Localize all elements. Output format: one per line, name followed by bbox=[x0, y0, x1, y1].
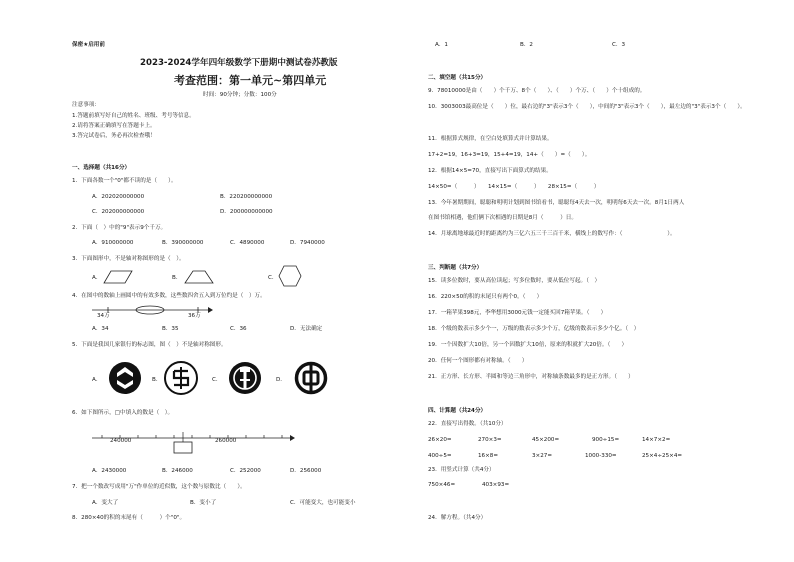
calc-item: 45×200= bbox=[532, 437, 560, 443]
bank-logo-icon bbox=[228, 361, 262, 395]
question-12-equation: 14×50=（ ） 14×15=（ ） 28×15=（ ） bbox=[428, 184, 600, 190]
notice-item: 3.答完试卷后，务必再次检查哦！ bbox=[72, 133, 156, 139]
option: C．3 bbox=[612, 42, 626, 48]
axis-label: 36万 bbox=[188, 313, 201, 319]
option: C．202000000000 bbox=[92, 209, 145, 215]
question-13-cont: 在图书馆相遇，他们俩下次相遇的日期是8月（ ）日。 bbox=[428, 215, 577, 221]
option: A．1 bbox=[435, 42, 448, 48]
calc-item: 403×93= bbox=[482, 482, 510, 488]
exam-title: 2023-2024学年四年级数学下册期中测试卷苏教版 bbox=[140, 58, 338, 68]
option: A．34 bbox=[92, 326, 109, 332]
calc-item: 750×46= bbox=[428, 482, 456, 488]
calc-item: 25×4÷25×4= bbox=[642, 453, 683, 459]
option: B． bbox=[152, 377, 162, 383]
option: B．390000000 bbox=[162, 240, 204, 246]
question-14: 14．月球离地球最近时的距离约为三亿六五三千三百千米，横线上的数写作：（ ）。 bbox=[428, 231, 676, 237]
question-24: 24．解方程。（共4分） bbox=[428, 515, 487, 521]
secret-label: 保密★启用前 bbox=[72, 42, 105, 48]
section-heading: 三、判断题（共7分） bbox=[428, 265, 483, 271]
option: B．35 bbox=[162, 326, 179, 332]
calc-item: 1000-330= bbox=[585, 453, 617, 459]
option: D．200000000000 bbox=[220, 209, 273, 215]
trapezoid-shape bbox=[184, 270, 214, 284]
option: D． bbox=[276, 377, 286, 383]
parallelogram-shape bbox=[103, 270, 133, 284]
option: C． bbox=[268, 275, 278, 281]
exam-scope: 考查范围：第一单元~第四单元 bbox=[174, 74, 327, 87]
calc-item: 900÷15= bbox=[592, 437, 620, 443]
question-10: 10．3003003最高位是（ ）位，最右边的"3"表示3个（ ），中间的"3"表示3个（ ），最左边的"3"表示3个（ ）。 bbox=[428, 104, 746, 110]
option: C．252000 bbox=[230, 468, 261, 474]
bank-logo-icon bbox=[108, 361, 142, 395]
question-8: 8．280×40的积的末尾有（ ）个"0"。 bbox=[72, 515, 186, 521]
axis-label: 34万 bbox=[97, 313, 110, 319]
option: C． bbox=[212, 377, 222, 383]
calc-item: 3×27= bbox=[532, 453, 553, 459]
question-11-equation: 17+2=19，16+3=19，15+4=19，14+（ ）=（ ）。 bbox=[428, 152, 591, 158]
option: A． bbox=[92, 377, 102, 383]
section-heading: 二、填空题（共15分） bbox=[428, 75, 487, 81]
axis-label: 260000 bbox=[215, 438, 237, 444]
calc-item: 26×20= bbox=[428, 437, 452, 443]
question-6: 6．如下图所示，□中填入的数是（ ）。 bbox=[72, 410, 174, 416]
notice-item: 1.答题前填写好自己的姓名、班级、考号等信息。 bbox=[72, 113, 195, 119]
calc-item: 400÷5= bbox=[428, 453, 452, 459]
option: D．无法确定 bbox=[290, 326, 323, 332]
question-12: 12．根据14×5=70，直接写出下面算式的结果。 bbox=[428, 168, 552, 174]
calc-item: 14×7×2= bbox=[642, 437, 671, 443]
calc-item: 16×8= bbox=[478, 453, 499, 459]
section-heading: 四、计算题（共24分） bbox=[428, 408, 487, 414]
question-23: 23．用竖式计算（共4分） bbox=[428, 467, 495, 473]
question-11: 11．根据算式规律，在空白处填算式并计算结果。 bbox=[428, 136, 553, 142]
option: B．246000 bbox=[162, 468, 193, 474]
option: D．7940000 bbox=[290, 240, 325, 246]
question-3: 3．下面图形中，不是轴对称图形的是（ ）。 bbox=[72, 256, 185, 262]
question-21: 21．正方形、长方形、半圆和等边三角形中，对称轴条数最多的是正方形。（ ） bbox=[428, 374, 634, 380]
option: B．220200000000 bbox=[220, 194, 273, 200]
option: A．910000000 bbox=[92, 240, 134, 246]
question-4: 4．在图中的数轴上画圆中的有效多数，这些数四舍五入到万位约是（ ）万。 bbox=[72, 293, 266, 299]
option: A．202020000000 bbox=[92, 194, 145, 200]
question-1: 1．下面各数一个"0"都不读的是（ ）。 bbox=[72, 178, 177, 184]
question-5: 5．下面是我国几家银行的标志图，图（ ）不是轴对称图形。 bbox=[72, 342, 227, 348]
question-17: 17．一箱苹果398元，李华想用3000元钱一定能买回7箱苹果。（ ） bbox=[428, 310, 607, 316]
question-2: 2．下面（ ）中的"9"表示9个千万。 bbox=[72, 225, 167, 231]
option: B．2 bbox=[520, 42, 533, 48]
option: A． bbox=[92, 275, 102, 281]
question-22: 22．直接写出得数。（共10分） bbox=[428, 421, 507, 427]
option: C．可能变大，也可能变小 bbox=[290, 500, 356, 506]
question-18: 18．个级的数表示多少个一，万级的数表示多少个万，亿级的数表示多少个亿。（ ） bbox=[428, 326, 640, 332]
question-19: 19．一个因数扩大10倍，另一个因数扩大10倍，原来的积就扩大20倍。（ ） bbox=[428, 342, 628, 348]
question-15: 15．读多位数时，要从高位读起；写多位数时，要从低位写起。（ ） bbox=[428, 278, 601, 284]
option: B． bbox=[172, 275, 182, 281]
notice-heading: 注意事项： bbox=[72, 102, 100, 108]
exam-time-info: 时间：90分钟；分数：100分 bbox=[203, 92, 277, 98]
section-heading: 一、选择题（共16分） bbox=[72, 165, 131, 171]
option: D．256000 bbox=[290, 468, 322, 474]
question-16: 16．220×50的积的末尾只有两个0。（ ） bbox=[428, 294, 543, 300]
notice-item: 2.请将答案正确填写在答题卡上。 bbox=[72, 123, 156, 129]
hexagon-shape bbox=[278, 265, 302, 287]
option: B．变小了 bbox=[190, 500, 217, 506]
option: C．4890000 bbox=[230, 240, 265, 246]
option: A．2430000 bbox=[92, 468, 127, 474]
question-7: 7．把一个数改写成用"万"作单位的近似数，这个数与原数比（ ）。 bbox=[72, 484, 246, 490]
option: A．变大了 bbox=[92, 500, 119, 506]
question-13: 13．今年暑期期间，聪聪和明明计划到图书馆看书，聪聪每4天去一次，明明每6天去一次。8月1日两人 bbox=[428, 200, 685, 206]
option: C．36 bbox=[230, 326, 247, 332]
axis-label: 240000 bbox=[110, 438, 132, 444]
calc-item: 270×3= bbox=[478, 437, 502, 443]
bank-logo-icon bbox=[164, 361, 198, 395]
question-9: 9．78010000是由（ ）个千万、8个（ ）、（ ）个万、（ ）个十组成的。 bbox=[428, 88, 646, 94]
question-20: 20．任何一个图形都有对称轴。（ ） bbox=[428, 358, 528, 364]
bank-logo-icon bbox=[294, 361, 328, 395]
